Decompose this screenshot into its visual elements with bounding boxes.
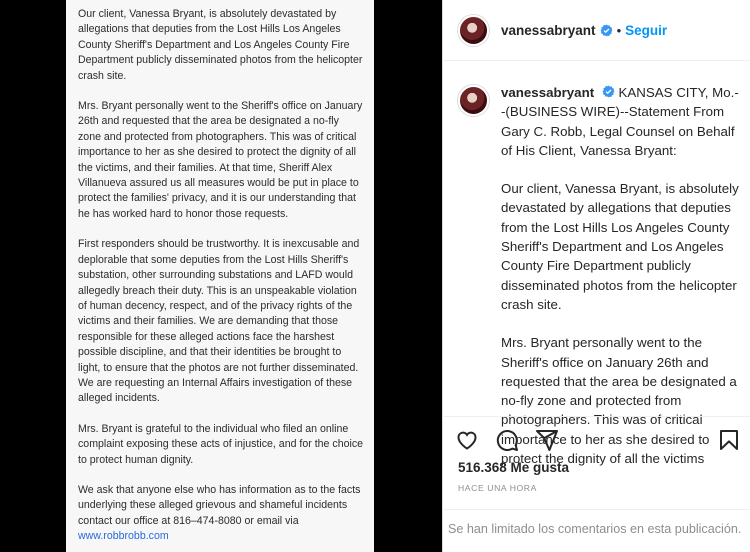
likes-count[interactable]: 516.368 Me gusta <box>458 460 570 475</box>
caption-area[interactable] <box>444 61 750 467</box>
avatar[interactable] <box>458 15 489 46</box>
post-timestamp[interactable]: HACE UNA HORA <box>458 483 537 493</box>
doc-paragraph: Mrs. Bryant personally went to the Sheriff's office on January 26th and requested that the area be designated a no-fly zone and protected from photographers. This was of critical importance to her as she desired to protect the dignity of all the victims, and their families. At that time, Sheriff Alex Villanueva assured us all measures would be put in place to protect the families' privacy, and it is our understanding that he has worked hard to honor those requests. <box>78 100 363 220</box>
bookmark-icon <box>717 428 741 452</box>
verified-icon <box>600 24 613 37</box>
doc-paragraph: Our client, Vanessa Bryant, is absolutely devastated by allegations that deputies from the Lost Hills Los Angeles County Sheriff's Department and Los Angeles County Fire Department publicly disseminated photos from the helicopter crash site. <box>78 8 363 82</box>
caption-lead: KANSAS CITY, Mo.--(BUSINESS WIRE)--Statement From Gary C. Robb, Legal Counsel on Behalf of His Client, Vanessa Bryant: <box>501 85 739 158</box>
like-button[interactable] <box>454 427 480 453</box>
post-header <box>444 0 750 61</box>
doc-paragraph: We ask that anyone else who has information as to the facts underlying these alleged grievous and shameful incidents contact our office at 816–474-8080 or email via <box>78 483 361 527</box>
caption-paragraph: Mrs. Bryant personally went to the Sheriff's office on January 26th and requested that the area be designated a no-fly zone and protected from photographers. This was of critical importance to her as she desired to protect the dignity of all the victims <box>501 335 737 467</box>
comment-button[interactable] <box>494 427 520 453</box>
doc-paragraph: First responders should be trustworthy. It is inexcusable and deplorable that some deputies from the Lost Hills Sheriff's substation, other surrounding substations and LAFD would allegedly breach their duty. This is an unspeakable violation of human decency, respect, and of the privacy rights of the victims and their families. We are demanding that those responsible for these alleged actions face the harshest possible discipline, and that their identities be brought to light, to ensure that the photos are not further disseminated. We are requesting an Internal Affairs investigation of these alleged incidents. <box>78 238 360 405</box>
doc-paragraph: Mrs. Bryant is grateful to the individual who filed an online complaint exposing these acts of injustice, and for the choice to protect human dignity. <box>78 422 364 466</box>
comments-limited-notice: Se han limitado los comentarios en esta publicación. <box>444 509 750 536</box>
share-button[interactable] <box>534 427 560 453</box>
caption-username[interactable]: vanessabryant <box>501 85 595 100</box>
comment-icon <box>495 428 519 452</box>
caption-paragraph: Our client, Vanessa Bryant, is absolutely devastated by allegations that deputies from the Lost Hills Los Angeles County Sheriff's Department and Los Angeles County Fire Department publicly disseminated photos from the helicopter crash site. <box>501 181 739 312</box>
save-button[interactable] <box>716 427 742 453</box>
header-username[interactable]: vanessabryant <box>501 22 596 38</box>
caption-text <box>501 83 740 467</box>
post-side-panel <box>444 0 750 552</box>
share-icon <box>535 428 559 452</box>
caption-avatar[interactable] <box>458 85 489 116</box>
heart-icon <box>455 428 479 452</box>
doc-website-link: www.robbrobb.com <box>78 530 169 543</box>
follow-button[interactable]: Seguir <box>625 22 668 38</box>
action-icons <box>454 427 560 453</box>
statement-document <box>66 0 374 552</box>
header-separator: • <box>616 22 622 38</box>
post-actions <box>444 416 750 552</box>
verified-icon <box>602 85 615 98</box>
